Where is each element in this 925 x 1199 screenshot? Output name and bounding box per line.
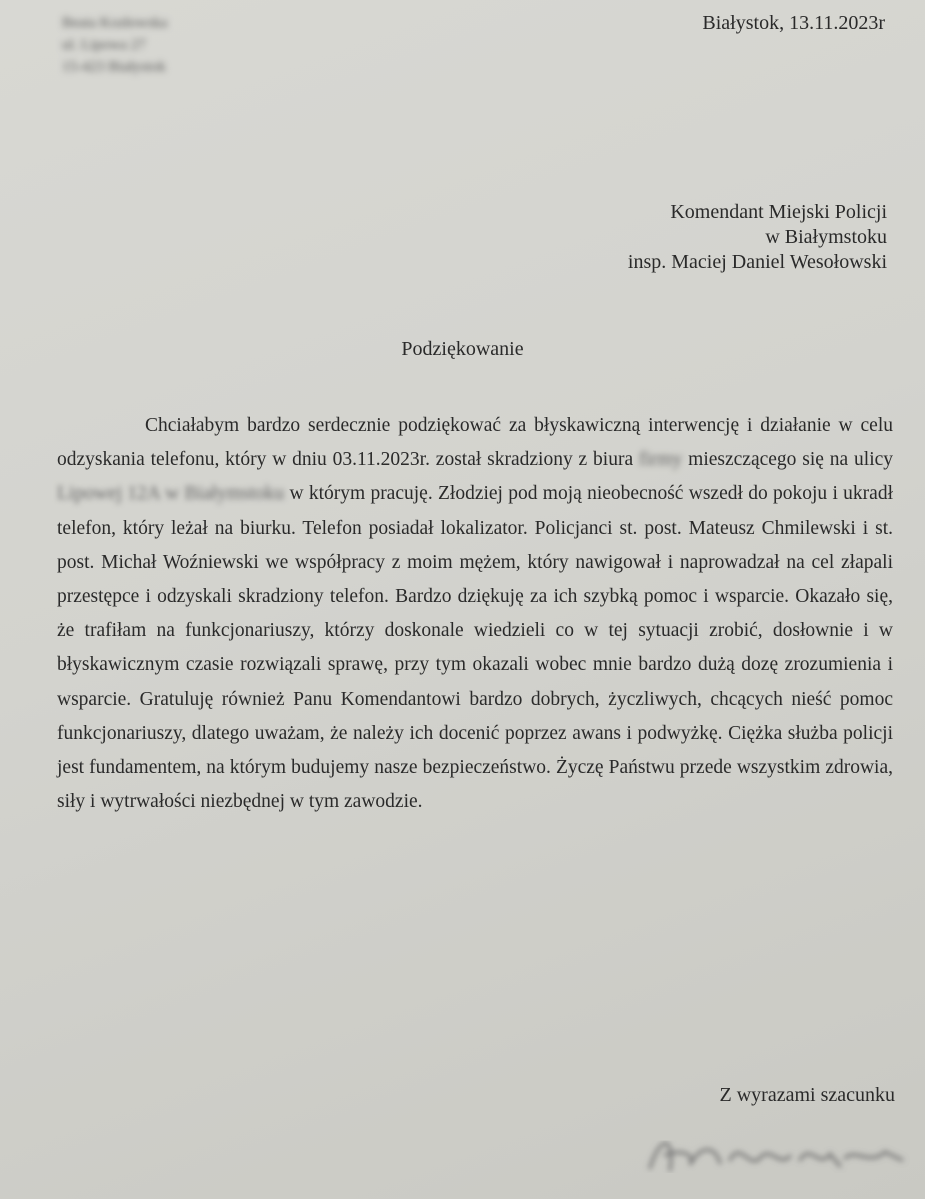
sender-city: 15-423 Białystok (62, 59, 166, 75)
letter-body (57, 409, 893, 819)
signature-image (640, 1130, 910, 1180)
redacted-address: Lipowej 12A w Białymstoku (57, 483, 285, 505)
recipient-city: w Białymstoku (765, 226, 887, 248)
recipient-block (628, 200, 887, 275)
closing-phrase: Z wyrazami szacunku (719, 1084, 895, 1106)
redacted-company: firmy (638, 449, 683, 471)
letter-title: Podziękowanie (401, 338, 524, 360)
body-text-part2: mieszczącego się na ulicy (688, 449, 894, 471)
recipient-name: insp. Maciej Daniel Wesołowski (627, 251, 887, 273)
sender-name: Beata Kozłowska (62, 15, 168, 31)
sender-address (62, 12, 167, 78)
recipient-title: Komendant Miejski Policji (670, 201, 887, 223)
place-date: Białystok, 13.11.2023r (702, 12, 885, 34)
sender-street: ul. Lipowa 27 (62, 37, 146, 53)
body-text-part1: Chciałabym bardzo serdecznie podziękować za błyskawiczną interwencję i działanie w celu odzyskania telefonu, który w dniu 03.11.2023r. został skradziony z biura (57, 415, 893, 471)
body-text-part3: w którym pracuję. Złodziej pod moją nieobecność wszedł do pokoju i ukradł telefon, który leżał na biurku. Telefon posiadał lokalizator. Policjanci st. post. Mateusz Chmilewski i st. post. Michał Woźniewski we współpracy z moim mężem, który nawigował i naprowadzał na cel złapali przestępce i odzyskali skradziony telefon. Bardzo dziękuję za ich szybką pomoc i wsparcie. Okazało się, że trafiłam na funkcjonariuszy, którzy doskonale wiedzieli co w tej sytuacji zrobić, dosłownie i w błyskawicznym czasie rozwiązali sprawę, przy tym okazali wobec mnie bardzo dużą dozę zrozumienia i wsparcie. Gratuluję również Panu Komendantowi bardzo dobrych, życzliwych, chcących nieść pomoc funkcjonariuszy, dlatego uważam, że należy ich docenić poprzez awans i podwyżkę. Ciężka służba policji jest fundamentem, na którym budujemy nasze bezpieczeństwo. Życzę Państwu przede wszystkim zdrowia, siły i wytrwałości niezbędnej w tym zawodzie. (57, 483, 893, 813)
